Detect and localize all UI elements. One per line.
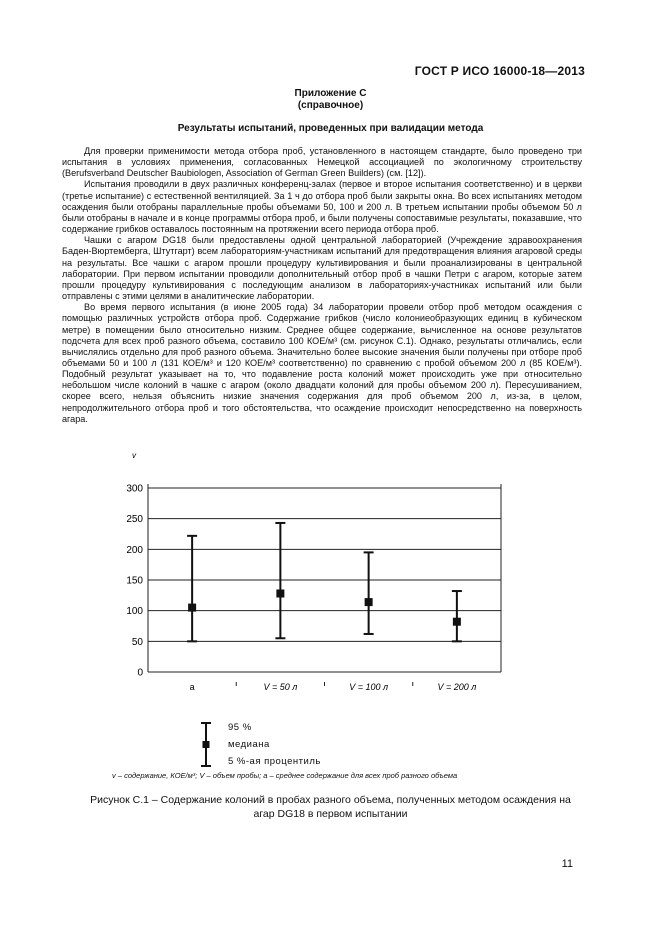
median-marker	[453, 618, 461, 626]
figure-caption	[0, 793, 661, 821]
median-marker	[276, 589, 284, 597]
section-title: Результаты испытаний, проведенных при валидации метода	[177, 123, 484, 134]
y-tick-label: 0	[137, 667, 143, 679]
y-axis-label: v	[132, 451, 136, 460]
appendix-title: Приложение С	[294, 88, 367, 99]
page-number: 11	[561, 858, 573, 870]
y-tick-label: 200	[126, 544, 143, 556]
legend-median: медиана	[228, 739, 270, 750]
paragraph: Для проверки применимости метода отбора проб, установленного в настоящем стандарте, было проведено три испытания в условиях применения, согласованных Немецкой ассоциацией по экологичному строительству (Berufsverband Deutscher Baubiologen, Association of German Green Builders) (см. [12]).	[62, 146, 582, 179]
y-tick-label: 150	[126, 575, 143, 587]
legend-whisker-icon	[196, 720, 224, 770]
figure-note: v – содержание, КОЕ/м³; V – объем пробы; a – среднее содержание для всех проб разного объема	[112, 771, 458, 780]
legend-p5: 5 %-ая процентиль	[228, 756, 321, 767]
y-tick-label: 250	[126, 514, 143, 526]
paragraph: Чашки с агаром DG18 были предоставлены одной центральной лабораторией (Учреждение здравоохранения Баден-Вюртемберга, Штутгарт) всем лабораториям-участникам испытаний для предотвращения влияния агаровой среды на результаты. Все чашки с агаром прошли процедуру культивирования и были проанализированы в центральной лаборатории. При первом испытании проводили дополнительный отбор проб в чашки Петри с агаром, которые затем прошли процедуру культивирования с последующим анализом в лабораториях-участниках испытаний или были отправлены с этими целями в аналитические лаборатории.	[62, 235, 582, 302]
appendix-subtitle: (справочное)	[297, 100, 364, 111]
paragraph: Испытания проводили в двух различных конференц-залах (первое и второе испытания соответственно) и в церкви (третье испытание) с естественной вентиляцией. За 1 ч до отбора проб были закрыты окна. Во всех испытаниях методом осаждения были отобраны параллельные пробы объемами 50, 100 и 200 л. В третьем испытании пробы объемом 50 л были отобраны в начале и в конце программы отбора проб, и были получены сопоставимые результаты, показавшие, что содержание грибков оставалось постоянным на протяжении всего периода отбора проб.	[62, 179, 582, 235]
y-tick-label: 50	[131, 636, 143, 648]
y-tick-label: 300	[126, 483, 143, 495]
median-marker	[188, 604, 196, 612]
appendix-heading	[0, 88, 661, 112]
body-text	[62, 146, 582, 425]
document-code: ГОСТ Р ИСО 16000-18—2013	[414, 64, 585, 78]
series-marks	[187, 523, 462, 641]
grid-lines	[148, 488, 501, 641]
y-tick-label: 100	[126, 606, 143, 618]
caption-line: Рисунок С.1 – Содержание колоний в пробах разного объема, полученных методом осаждения на	[90, 794, 571, 806]
median-marker	[365, 598, 373, 606]
caption-line: агар DG18 в первом испытании	[253, 808, 408, 820]
x-category-label: V = 50 л	[263, 682, 298, 692]
box-chart	[100, 448, 520, 703]
x-category-label: a	[189, 682, 195, 692]
legend-p95: 95 %	[228, 722, 252, 733]
axes	[126, 451, 501, 692]
paragraph: Во время первого испытания (в июне 2005 года) 34 лаборатории провели отбор проб методом осаждения с помощью различных устройств отбора проб. Содержание грибков (число колониеобразующих единиц в кубическом метре) в помещении было относительно низким. Среднее общее содержание, вычисленное на основе результатов подсчета для всех проб разного объема, составило 100 КОЕ/м³ (см. рисунок С.1). Однако, результаты отличались, если вычислялись отдельно для проб разного объема. Значительно более высокие значения были получены при отборе проб объемами 50 и 100 л (131 КОЕ/м³ и 120 КОЕ/м³ соответственно) по сравнению с пробой объемом 200 л (85 КОЕ/м³). Подобный результат указывает на то, что подавление роста колоний может происходить уже при относительно небольшом числе колоний в чашке с агаром (около двадцати колоний для пробы объемом 200 л). Пересушиванием, скорее всего, нельзя объяснить низкие значения содержания для проб объемом 200 л, из-за, в целом, непродолжительного отбора проб и того обстоятельства, что осаждение происходит непосредственно на поверхность агара.	[62, 302, 582, 424]
x-category-label: V = 200 л	[437, 682, 477, 692]
x-category-label: V = 100 л	[349, 682, 389, 692]
